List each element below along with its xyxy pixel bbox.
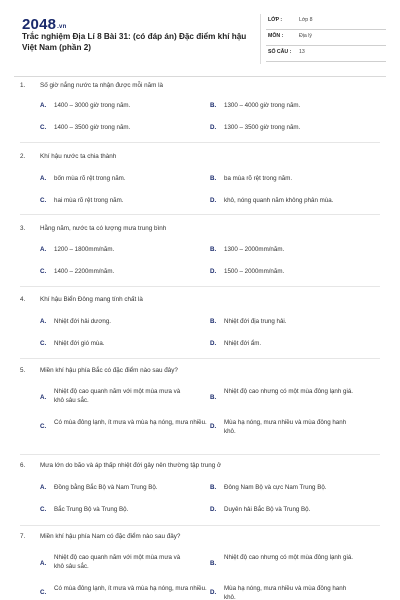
question-text bbox=[20, 462, 380, 469]
question-divider bbox=[20, 142, 380, 143]
question-7 bbox=[20, 533, 380, 600]
option-text: 1400 – 2200mm/năm. bbox=[54, 268, 115, 275]
option-letter: A. bbox=[40, 318, 47, 325]
option-letter: C. bbox=[40, 506, 47, 513]
question-number: 4. bbox=[20, 296, 26, 303]
option-text: Mùa hạ nóng, mưa nhiều và mùa đông hanh khô. bbox=[224, 585, 347, 600]
question-number: 6. bbox=[20, 462, 26, 469]
option-text: Nhiệt độ cao nhưng có một mùa đông lạnh giá. bbox=[224, 388, 354, 395]
option-letter: D. bbox=[210, 340, 217, 347]
meta-value: 13 bbox=[299, 49, 305, 55]
option-text: Có mùa đông lạnh, ít mưa và mùa hạ nóng, mưa nhiều. bbox=[54, 585, 207, 592]
option-letter: A. bbox=[40, 484, 47, 491]
option-letter: D. bbox=[210, 124, 217, 131]
option-text: Bắc Trung Bộ và Trung Bộ. bbox=[54, 506, 129, 513]
question-text bbox=[20, 153, 380, 160]
option-text: 1400 – 3000 giờ trong năm. bbox=[54, 102, 131, 109]
header-divider bbox=[260, 14, 261, 64]
option-letter: B. bbox=[210, 246, 217, 253]
option-text: Có mùa đông lạnh, ít mưa và mùa hạ nóng, mưa nhiều. bbox=[54, 419, 207, 426]
question-text bbox=[20, 82, 380, 89]
meta-value: Địa lý bbox=[299, 33, 312, 39]
option-text: Nhiệt đới gió mùa. bbox=[54, 340, 105, 347]
header-rule bbox=[14, 76, 386, 77]
question-number: 1. bbox=[20, 82, 26, 89]
option-letter: D. bbox=[210, 423, 217, 430]
question-number: 7. bbox=[20, 533, 26, 540]
option-letter: C. bbox=[40, 197, 47, 204]
option-letter: D. bbox=[210, 506, 217, 513]
worksheet-header bbox=[14, 14, 386, 64]
question-divider bbox=[20, 214, 380, 215]
question-text bbox=[20, 533, 380, 540]
option-letter: B. bbox=[210, 394, 217, 401]
meta-row-count bbox=[266, 46, 386, 62]
option-letter: A. bbox=[40, 102, 47, 109]
option-letter: D. bbox=[210, 197, 217, 204]
option-letter: B. bbox=[210, 484, 217, 491]
option-letter: C. bbox=[40, 268, 47, 275]
option-text: Duyên hải Bắc Bộ và Trung Bộ. bbox=[224, 506, 311, 513]
question-number: 2. bbox=[20, 153, 26, 160]
meta-key: LỚP : bbox=[268, 17, 283, 23]
question-stem: Miền khí hậu phía Nam có đặc điểm nào sau đây? bbox=[40, 533, 181, 540]
question-divider bbox=[20, 454, 380, 455]
logo-text: 2048 bbox=[22, 16, 57, 33]
option-text: ba mùa rõ rệt trong năm. bbox=[224, 175, 293, 182]
question-stem: Khí hậu Biển Đông mang tính chất là bbox=[40, 296, 143, 303]
question-divider bbox=[20, 286, 380, 287]
question-text bbox=[20, 367, 380, 374]
option-text: Nhiệt độ cao nhưng có một mùa đông lạnh giá. bbox=[224, 554, 354, 561]
option-text: 1300 – 2000mm/năm. bbox=[224, 246, 285, 253]
question-4 bbox=[20, 296, 380, 362]
question-stem: Miền khí hậu phía Bắc có đặc điểm nào sau đây? bbox=[40, 367, 178, 374]
question-2 bbox=[20, 153, 380, 219]
option-letter: C. bbox=[40, 340, 47, 347]
question-text bbox=[20, 296, 380, 303]
question-stem: Số giờ nắng nước ta nhận được mỗi năm là bbox=[40, 82, 164, 89]
option-text: 1300 – 4000 giờ trong năm. bbox=[224, 102, 301, 109]
option-text: Nhiệt độ cao quanh năm với một mùa mưa và khô sâu sắc. bbox=[54, 554, 181, 570]
question-stem: Mưa lớn do bão và áp thấp nhiệt đới gây nên thường tập trung ở bbox=[40, 462, 222, 469]
option-text: Đồng bằng Bắc Bộ và Nam Trung Bộ. bbox=[54, 484, 158, 491]
option-letter: D. bbox=[210, 268, 217, 275]
option-letter: B. bbox=[210, 175, 217, 182]
option-letter: A. bbox=[40, 246, 47, 253]
question-divider bbox=[20, 358, 380, 359]
option-letter: A. bbox=[40, 175, 47, 182]
option-text: Nhiệt đới địa trung hải. bbox=[224, 318, 287, 325]
option-text: 1400 – 3500 giờ trong năm. bbox=[54, 124, 131, 131]
option-text: bốn mùa rõ rệt trong năm. bbox=[54, 175, 126, 182]
logo-suffix: .vn bbox=[57, 24, 67, 30]
option-text: Nhiệt đới hải dương. bbox=[54, 318, 111, 325]
option-text: 1500 – 2000mm/năm. bbox=[224, 268, 285, 275]
option-text: 1300 – 3500 giờ trong năm. bbox=[224, 124, 301, 131]
site-logo[interactable] bbox=[22, 16, 66, 33]
meta-row-subject bbox=[266, 30, 386, 46]
question-stem: Khí hậu nước ta chia thành bbox=[40, 153, 117, 160]
option-text: 1200 – 1800mm/năm. bbox=[54, 246, 115, 253]
question-number: 5. bbox=[20, 367, 26, 374]
option-text: Đông Nam Bộ và cực Nam Trung Bộ. bbox=[224, 484, 327, 491]
option-letter: C. bbox=[40, 589, 47, 596]
meta-row-class bbox=[266, 14, 386, 30]
question-stem: Hằng năm, nước ta có lượng mưa trung bình bbox=[40, 225, 167, 232]
option-text: Mùa hạ nóng, mưa nhiều và mùa đông hanh khô. bbox=[224, 419, 347, 435]
option-text: Nhiệt độ cao quanh năm với một mùa mưa và khô sâu sắc. bbox=[54, 388, 181, 404]
option-letter: D. bbox=[210, 589, 217, 596]
option-letter: A. bbox=[40, 394, 47, 401]
meta-key: SỐ CÂU : bbox=[268, 49, 292, 55]
option-text: khô, nóng quanh năm không phân mùa. bbox=[224, 197, 334, 204]
option-letter: C. bbox=[40, 423, 47, 430]
meta-table bbox=[266, 14, 386, 62]
question-text bbox=[20, 225, 380, 232]
question-number: 3. bbox=[20, 225, 26, 232]
option-letter: B. bbox=[210, 560, 217, 567]
question-5 bbox=[20, 367, 380, 457]
question-6 bbox=[20, 462, 380, 528]
meta-value: Lớp 8 bbox=[299, 17, 313, 23]
question-1 bbox=[20, 82, 380, 148]
option-letter: B. bbox=[210, 102, 217, 109]
option-letter: B. bbox=[210, 318, 217, 325]
question-3 bbox=[20, 225, 380, 291]
option-text: hai mùa rõ rệt trong năm. bbox=[54, 197, 124, 204]
option-letter: A. bbox=[40, 560, 47, 567]
meta-key: MÔN : bbox=[268, 33, 284, 39]
question-divider bbox=[20, 525, 380, 526]
option-letter: C. bbox=[40, 124, 47, 131]
option-text: Nhiệt đới ẩm. bbox=[224, 340, 262, 347]
page-title: Trắc nghiệm Địa Lí 8 Bài 31: (có đáp án) Đặc điểm khí hậu Việt Nam (phần 2) bbox=[22, 32, 247, 52]
